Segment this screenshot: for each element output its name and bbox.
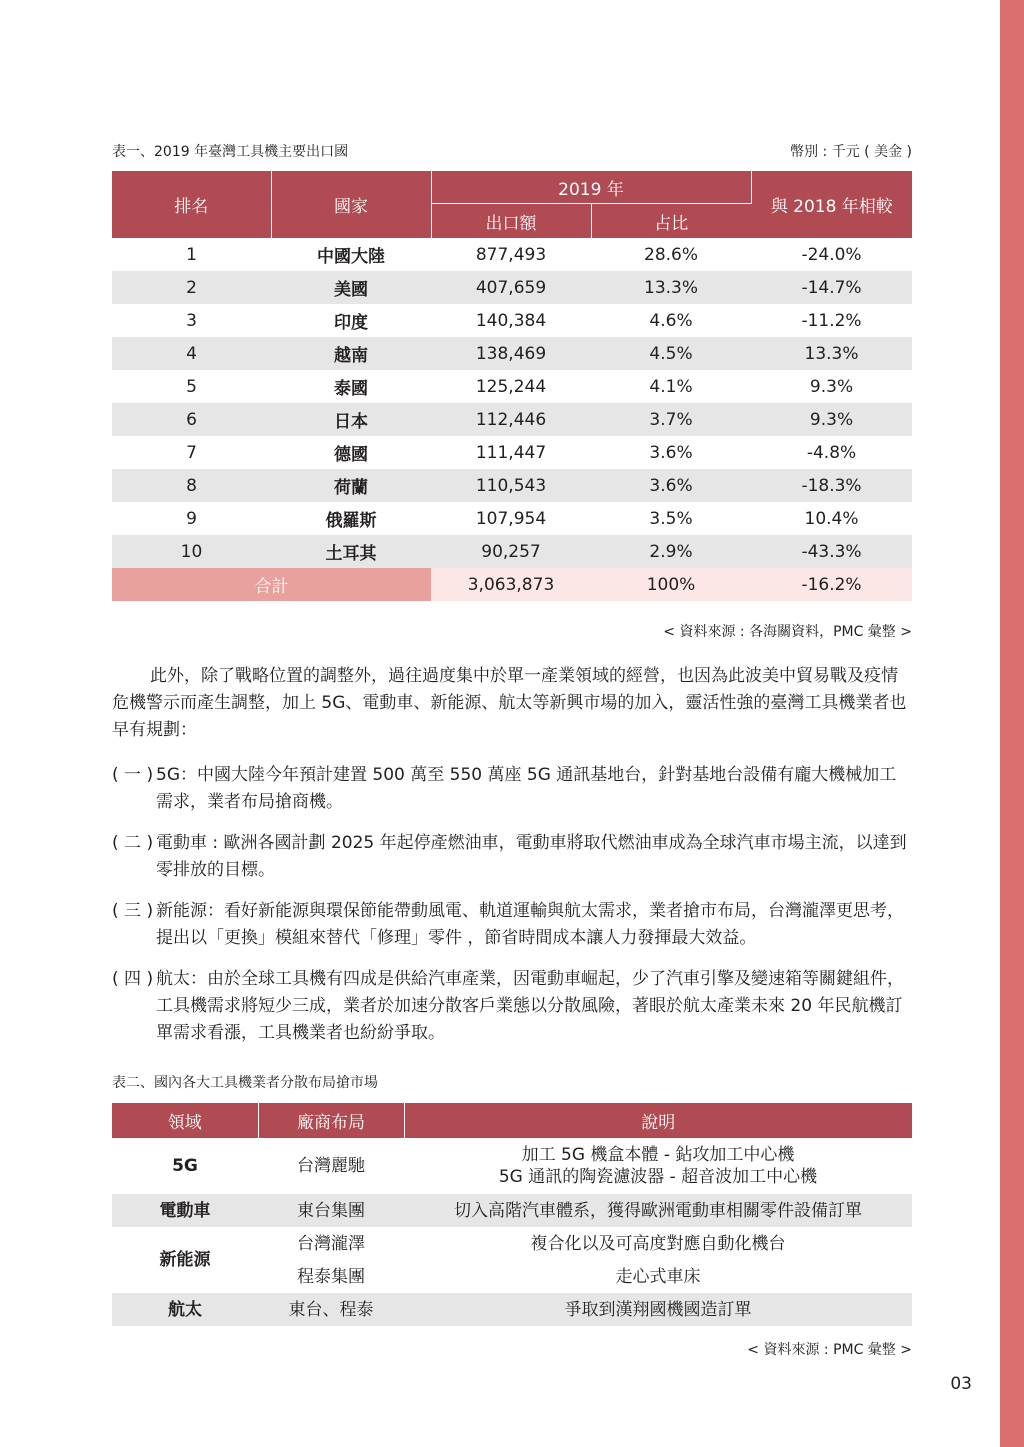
rank-cell: 2 [112,271,271,304]
change-cell: 9.3% [809,376,854,397]
desc-cell: 複合化以及可高度對應自動化機台 [530,1233,786,1254]
change-cell: -11.2% [801,310,862,331]
table-row [112,370,912,403]
export-cell: 110,543 [431,469,591,502]
item-number: ( 二 ) [112,833,154,853]
desc-cell: 走心式車床 [615,1266,701,1287]
export-cell: 140,384 [475,310,547,331]
export-cell: 138,469 [431,337,591,370]
table1-unit: 幣別 : 千元 ( 美金 ) [790,144,912,160]
country-cell: 土耳其 [271,535,431,568]
share-cell: 3.5% [649,508,693,529]
item-number: ( 一 ) [112,765,154,785]
share-cell: 13.3% [591,271,751,304]
table-row [112,1227,912,1260]
country-cell: 中國大陸 [317,247,385,267]
rank-cell: 10 [112,535,271,568]
rank-cell: 8 [112,469,271,502]
change-cell: 10.4% [804,508,859,529]
table2-source: < 資料來源 : PMC 彙整 > [747,1342,912,1358]
rank-cell: 1 [186,244,197,265]
desc-cell [404,1138,912,1194]
table-row [112,304,912,337]
table1-title: 表一、2019 年臺灣工具機主要出口國 [112,144,349,160]
country-cell: 印度 [334,313,368,333]
item-text: 新能源：看好新能源與環保節能帶動風電、軌道運輸與航太需求，業者搶市布局，台灣瀧澤更思考，提出以「更換」模組來替代「修理」零件 ，節省時間成本讓人力發揮最大效益。 [156,901,904,948]
export-cell: 90,257 [431,535,591,568]
total-label: 合計 [112,568,431,601]
item-text: 航太：由於全球工具機有四成是供給汽車產業，因電動車崛起，少了汽車引擎及變速箱等關鍵組件，工具機需求將短少三成，業者於加速分散客戶業態以分散風險，著眼於航太產業未來 20 年民航機訂單需求看漲，工具機業者也紛紛爭取。 [156,969,904,1043]
table-row [112,436,912,469]
total-share: 100% [591,568,751,601]
table-row [112,403,912,436]
export-cell: 407,659 [431,271,591,304]
table-row [112,1293,912,1326]
table-row [112,469,912,502]
export-cell: 107,954 [475,508,547,529]
rank-cell: 9 [186,508,197,529]
country-cell: 美國 [271,271,431,304]
field-cell: 航太 [112,1293,258,1326]
table-row [112,1138,912,1194]
export-table [112,171,912,601]
change-cell: -14.7% [751,271,912,304]
change-cell: -24.0% [801,244,862,265]
header-compare: 與 2018 年相較 [751,171,912,238]
desc-cell: 切入高階汽車體系，獲得歐洲電動車相關零件設備訂單 [404,1194,912,1227]
rank-cell: 3 [186,310,197,331]
header-year: 2019 年 [431,171,751,204]
table-row [112,535,912,568]
desc-line: 5G 通訊的陶瓷濾波器 - 超音波加工中心機 [498,1167,818,1187]
country-cell: 俄羅斯 [325,511,377,531]
rank-cell: 4 [112,337,271,370]
change-cell: -43.3% [751,535,912,568]
share-cell: 3.6% [649,442,693,463]
export-cell: 125,244 [475,376,547,397]
vendor-cell: 程泰集團 [297,1266,365,1287]
vendor-cell: 台灣麗馳 [297,1156,365,1176]
table-row [112,502,912,535]
vendor-cell: 東台集團 [258,1194,404,1227]
country-cell: 越南 [271,337,431,370]
field-cell: 電動車 [112,1194,258,1227]
share-cell: 4.5% [591,337,751,370]
field-cell: 5G [172,1156,198,1176]
export-cell: 111,447 [475,442,547,463]
rank-cell: 6 [112,403,271,436]
header-desc: 說明 [404,1103,912,1138]
table-row [112,1194,912,1227]
layout-table [112,1103,912,1326]
table-row [112,238,912,271]
country-cell: 日本 [271,403,431,436]
share-cell: 4.6% [649,310,693,331]
table-row [112,337,912,370]
rank-cell: 5 [186,376,197,397]
share-cell: 28.6% [644,244,699,265]
list-item [112,898,912,952]
share-cell: 2.9% [591,535,751,568]
header-share: 占比 [591,204,751,239]
header-rank: 排名 [112,171,271,238]
item-number: ( 四 ) [112,969,154,989]
vendor-cell: 台灣瀧澤 [297,1233,365,1254]
item-text: 電動車 : 歐洲各國計劃 2025 年起停產燃油車，電動車將取代燃油車成為全球汽車市場主流，以達到零排放的目標。 [156,833,907,880]
change-cell: 9.3% [751,403,912,436]
table-row [112,271,912,304]
change-cell: -18.3% [751,469,912,502]
export-cell: 112,446 [431,403,591,436]
change-cell: 13.3% [751,337,912,370]
country-cell: 德國 [334,445,368,465]
side-accent-bar [1000,0,1024,1447]
share-cell: 4.1% [649,376,693,397]
header-export: 出口額 [431,204,591,239]
header-country: 國家 [271,171,431,238]
share-cell: 3.6% [591,469,751,502]
country-cell: 荷蘭 [271,469,431,502]
item-number: ( 三 ) [112,901,154,921]
table2-title: 表二、國內各大工具機業者分散布局搶市場 [112,1075,378,1091]
vendor-cell: 東台、程泰 [258,1293,404,1326]
intro-paragraph: 此外，除了戰略位置的調整外，過往過度集中於單一產業領域的經營，也因為此波美中貿易戰及疫情危機警示而產生調整，加上 5G、電動車、新能源、航太等新興市場的加入，靈活性強的臺灣工具機業者也早有規劃： [112,666,907,740]
field-cell: 新能源 [159,1250,211,1270]
total-row [112,568,912,601]
total-change: -16.2% [751,568,912,601]
item-text: 5G：中國大陸今年預計建置 500 萬至 550 萬座 5G 通訊基地台，針對基地台設備有龐大機械加工需求，業者布局搶商機。 [156,765,897,812]
list-item [112,762,912,816]
share-cell: 3.7% [591,403,751,436]
table1-source: < 資料來源 : 各海關資料，PMC 彙整 > [663,624,912,640]
list-item [112,830,912,884]
desc-cell: 爭取到漢翔國機國造訂單 [404,1293,912,1326]
page-number: 03 [950,1374,972,1394]
list-item [112,966,912,1047]
country-cell: 泰國 [334,379,368,399]
export-cell: 877,493 [475,244,547,265]
header-field: 領域 [112,1103,258,1138]
desc-line: 加工 5G 機盒本體 - 鉆攻加工中心機 [521,1145,795,1165]
total-export: 3,063,873 [431,568,591,601]
rank-cell: 7 [186,442,197,463]
header-vendor: 廠商布局 [258,1103,404,1138]
change-cell: -4.8% [806,442,857,463]
